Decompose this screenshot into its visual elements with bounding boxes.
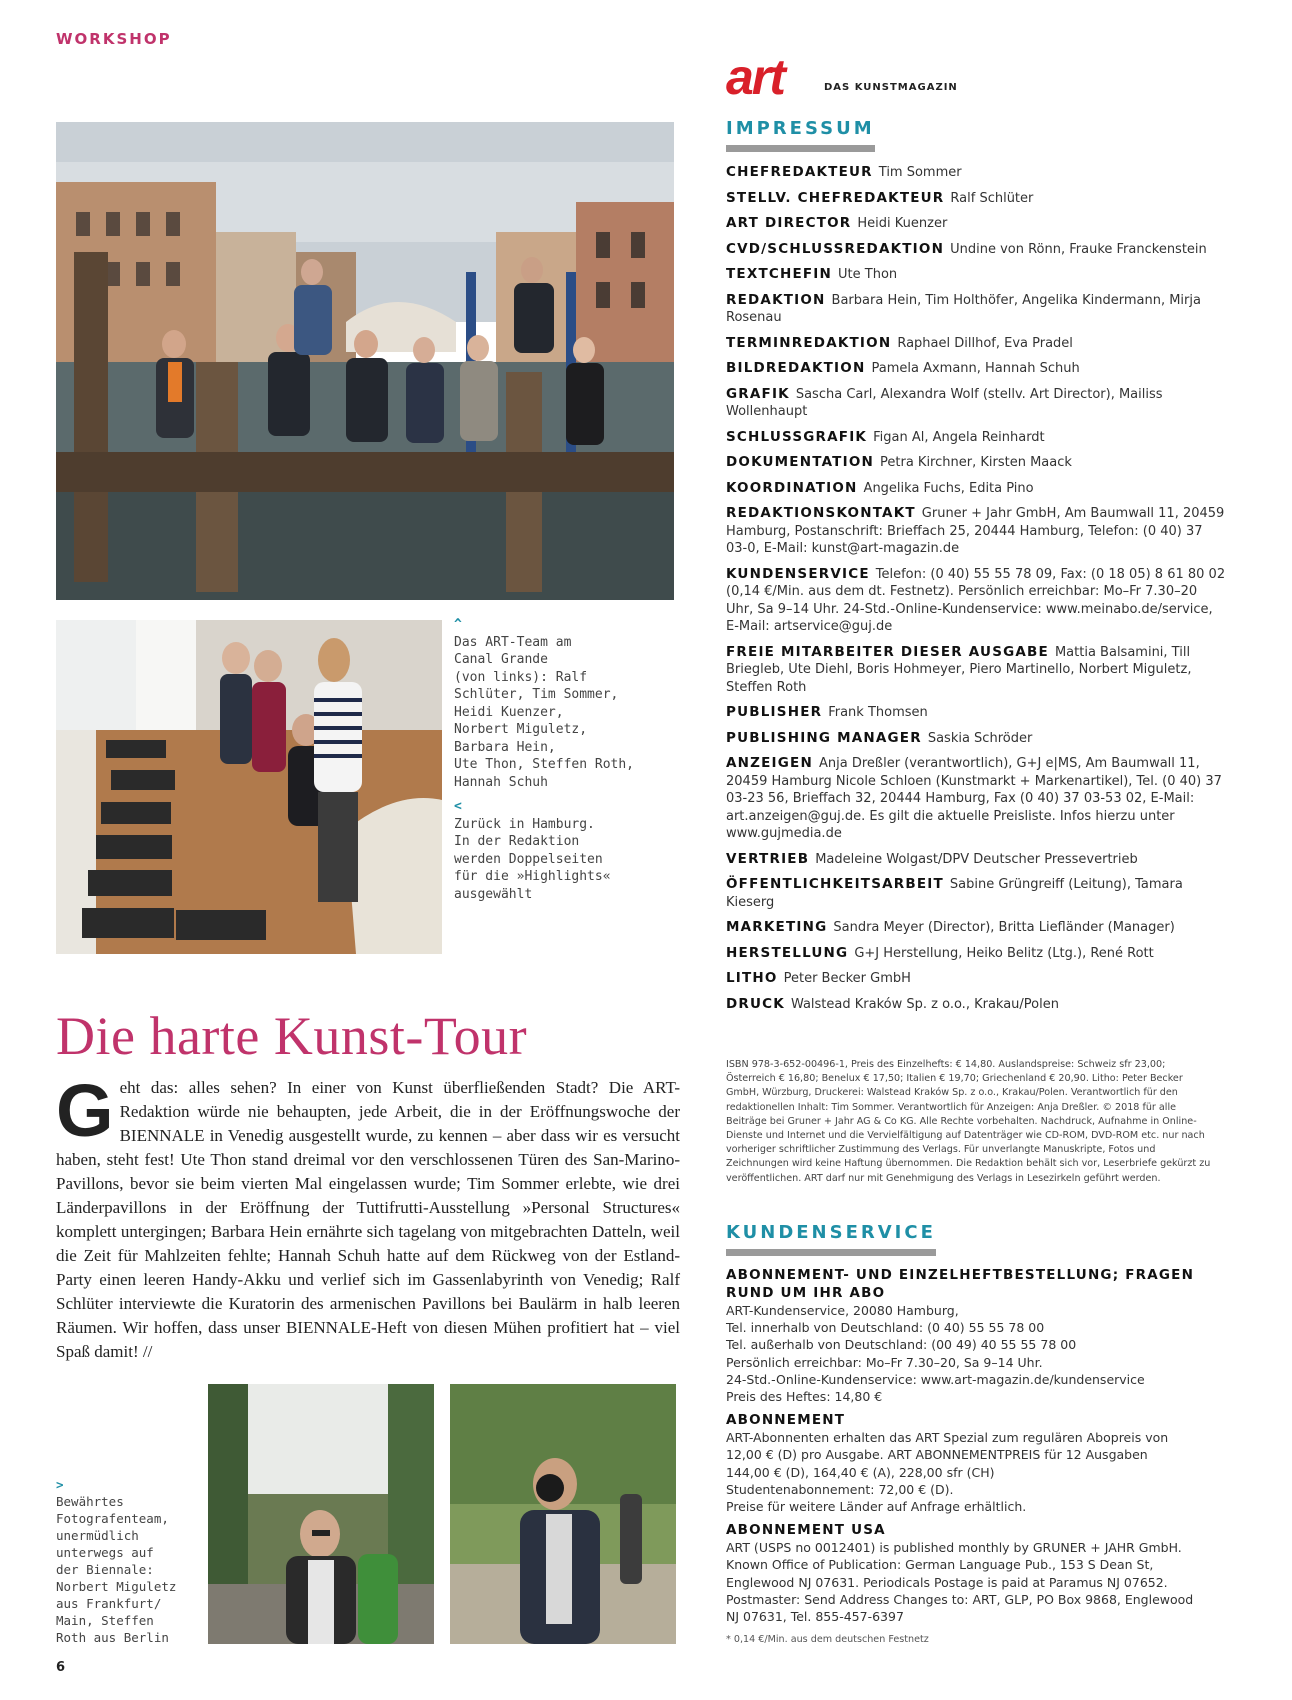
impressum-item <box>726 970 1226 988</box>
kundenservice-line: 144,00 € (D), 164,40 € (A), 228,00 sfr (CH) <box>726 1464 995 1480</box>
impressum-item <box>726 241 1226 259</box>
kundenservice-block <box>726 1521 1226 1625</box>
caption-line: Norbert Miguletz, <box>454 722 588 737</box>
kundenservice-line: Postmaster: Send Address Changes to: ART, GLP, PO Box 9868, Englewood <box>726 1591 1194 1607</box>
impressum-text: Peter Becker GmbH <box>783 971 911 986</box>
impressum-item <box>726 386 1226 421</box>
office-hamburg-photo <box>56 620 442 954</box>
impressum-role: SCHLUSSGRAFIK <box>726 428 868 445</box>
caption-line: Canal Grande <box>454 652 548 667</box>
kundenservice-line: Tel. innerhalb von Deutschland: (0 40) 55 55 78 00 <box>726 1320 1045 1336</box>
impressum-text: Walstead Kraków Sp. z o.o., Krakau/Polen <box>790 996 1059 1012</box>
impressum-item <box>726 755 1226 843</box>
logo-brand: art <box>726 49 784 105</box>
impressum-text: Pamela Axmann, Hannah Schuh <box>871 361 1080 376</box>
caption-line: der Biennale: <box>56 1562 154 1577</box>
kundenservice-block <box>726 1411 1226 1515</box>
impressum-item <box>726 945 1226 963</box>
impressum-item <box>726 505 1226 558</box>
impressum-item <box>726 164 1226 182</box>
impressum-text: Petra Kirchner, Kirsten Maack <box>880 455 1072 470</box>
impressum-item <box>726 215 1226 233</box>
kundenservice-line: ART-Kundenservice, 20080 Hamburg, <box>726 1303 959 1318</box>
page-number: 6 <box>56 1660 66 1675</box>
impressum-role: CHEFREDAKTEUR <box>726 164 873 180</box>
impressum-role: GRAFIK <box>726 385 790 402</box>
impressum-role: BILDREDAKTION <box>726 360 866 376</box>
impressum-text: Sabine Grüngreiff (Leitung), Tamara Kieserg <box>726 877 1183 910</box>
impressum-item <box>726 335 1226 353</box>
impressum-item <box>726 190 1226 208</box>
impressum-item <box>726 266 1226 284</box>
kundenservice-block-heading: ABONNEMENT- UND EINZELHEFTBESTELLUNG; FRAGEN RUND UM IHR ABO <box>726 1267 1195 1301</box>
caption-line: unermüdlich <box>56 1528 139 1543</box>
caption-team-text <box>454 634 664 792</box>
kundenservice-line: Preis des Heftes: 14,80 € <box>726 1389 883 1405</box>
caption-photographers <box>56 1476 196 1646</box>
kundenservice-line: Studentenabonnement: 72,00 € (D). <box>726 1481 954 1497</box>
impressum-text: Sascha Carl, Alexandra Wolf (stellv. Art Director), Mailiss Wollenhaupt <box>726 386 1163 419</box>
impressum-item <box>726 996 1226 1014</box>
impressum-role: CVD/SCHLUSSREDAKTION <box>726 240 945 257</box>
caption-line: Main, Steffen <box>56 1613 154 1628</box>
kundenservice-line: Tel. außerhalb von Deutschland: (00 49) 40 55 55 78 00 <box>726 1337 1077 1353</box>
caption-line: Ute Thon, Steffen Roth, <box>454 757 635 772</box>
impressum-role: KUNDENSERVICE <box>726 565 870 582</box>
caption-line: Bewährtes <box>56 1494 124 1509</box>
caption-arrow-up: ^ <box>454 617 462 632</box>
kundenservice-block <box>726 1266 1226 1405</box>
kundenservice-line: 12,00 € (D) pro Ausgabe. ART ABONNEMENTPREIS für 12 Ausgaben <box>726 1447 1148 1463</box>
caption-line: Heidi Kuenzer, <box>454 704 564 720</box>
caption-office-text <box>454 816 664 904</box>
impressum-list <box>726 164 1226 1021</box>
impressum-text: Heidi Kuenzer <box>857 216 948 231</box>
impressum-role: STELLV. CHEFREDAKTEUR <box>726 189 945 206</box>
impressum-role: DRUCK <box>726 995 785 1012</box>
impressum-item <box>726 480 1226 498</box>
article-body-text: eht das: alles sehen? In einer von Kunst überfließenden Stadt? Die ART-Redaktion würde nie behaupten, jede Arbeit, die in der Eröffnungswoche der BIENNALE in Venedig ausgestellt wurde, zu kennen – aber dass wir es versucht haben, steht fest! Ute Thon stand dreimal vor den verschlossenen Türen des San-Marino-Pavillons, bevor sie beim vierten Mal eingelassen wurde; Tim Sommer erlebte, wie drei Länderpavillons in der Eröffnung der Tuttifrutti-Ausstellung »Personal Structures« komplett untergingen; Barbara Hein ernährte sich tagelang von mitgebrachten Datteln, weil die Zeit für Mahlzeiten fehlte; Hannah Schuh hatte auf dem Rückweg von der Estland-Party einen leeren Handy-Akku und verlief sich im Gassenlabyrinth von Venedig; Ralf Schlüter interviewte die Kuratorin des armenischen Pavillons bei Baulärm in halb leeren Räumen. Wir hoffen, dass unser BIENNALE-Heft von diesen Mühen profitiert hat – viel Spaß damit! // <box>56 1078 680 1361</box>
impressum-text: Sandra Meyer (Director), Britta Liefländer (Manager) <box>833 920 1175 935</box>
impressum-text: Anja Dreßler (verantwortlich), G+J e|MS, Am Baumwall 11, 20459 Hamburg Nicole Schloen (Kunstmarkt + Markenartikel), Tel. (0 40) 37 03-23 56, Brieffach 32, 20444 Hamburg, Fax (0 40) 37 03-53 02, E-Mail: art.anzeigen@guj.de. Es gilt die aktuelle Preisliste. Infos hierzu unter www.gujmedia.de <box>726 756 1222 841</box>
caption-line: ausgewählt <box>454 886 533 902</box>
drop-cap: G <box>56 1069 114 1152</box>
article-body <box>56 1069 680 1364</box>
kundenservice-block-heading: ABONNEMENT USA <box>726 1522 886 1539</box>
impressum-role: ANZEIGEN <box>726 755 813 771</box>
impressum-text: Frank Thomsen <box>828 705 928 720</box>
impressum-role: LITHO <box>726 970 778 986</box>
impressum-text: Barbara Hein, Tim Holthöfer, Angelika Kindermann, Mirja Rosenau <box>726 292 1201 325</box>
kundenservice-line: ART-Abonnenten erhalten das ART Spezial zum regulären Abopreis von <box>726 1430 1169 1446</box>
caption-arrow-right: > <box>56 1477 64 1492</box>
impressum-text: Gruner + Jahr GmbH, Am Baumwall 11, 20459 Hamburg, Postanschrift: Brieffach 25, 20444 Hamburg, Telefon: (0 40) 37 03-0, E-Mail: kunst@art-magazin.de <box>726 506 1225 556</box>
kundenservice-block-heading: ABONNEMENT <box>726 1412 846 1429</box>
impressum-text: Mattia Balsamini, Till Briegleb, Ute Diehl, Boris Hohmeyer, Piero Martinello, Norbert Miguletz, Steffen Roth <box>726 644 1192 695</box>
caption-office <box>454 798 664 903</box>
impressum-role: TEXTCHEFIN <box>726 266 833 282</box>
caption-line: unterwegs auf <box>56 1545 154 1560</box>
impressum-role: MARKETING <box>726 919 828 935</box>
caption-line: Schlüter, Tim Sommer, <box>454 687 619 702</box>
section-tag: WORKSHOP <box>56 30 172 48</box>
kundenservice-line: ART (USPS no 0012401) is published monthly by GRUNER + JAHR GmbH. <box>726 1540 1182 1556</box>
kundenservice-line: Known Office of Publication: German Language Pub., 153 S Dean St, <box>726 1557 1154 1573</box>
impressum-text: Ute Thon <box>838 267 898 282</box>
caption-line: Barbara Hein, <box>454 739 556 755</box>
caption-line: Roth aus Berlin <box>56 1630 169 1645</box>
caption-line: werden Doppelseiten <box>454 851 603 867</box>
caption-arrow-left: < <box>454 799 462 814</box>
team-canal-grande-photo <box>56 122 674 600</box>
impressum-role: REDAKTIONSKONTAKT <box>726 505 916 521</box>
impressum-role: ART DIRECTOR <box>726 215 852 231</box>
impressum-role: HERSTELLUNG <box>726 944 849 961</box>
kundenservice-heading: KUNDENSERVICE <box>726 1222 936 1256</box>
impressum-role: VERTRIEB <box>726 850 810 867</box>
logo-subtitle: DAS KUNSTMAGAZIN <box>824 82 958 93</box>
caption-line: Das ART-Team am <box>454 634 572 650</box>
impressum-item <box>726 566 1226 636</box>
impressum-item <box>726 454 1226 472</box>
caption-line: In der Redaktion <box>454 834 580 849</box>
legal-small-print: ISBN 978-3-652-00496-1, Preis des Einzelhefts: € 14,80. Auslandspreise: Schweiz sfr 23,00; Österreich € 16,80; Benelux € 17,50; Italien € 19,70; Griechenland € 20,90. Litho: Peter Becker GmbH, Würzburg, Druckerei: Walstead Kraków Sp. z o.o., Krakau/Polen. Verantwortlich für den redaktionellen Inhalt: Tim Sommer. Verantwortlich für Anzeigen: Anja Dreßler. © 2018 für alle Beiträge bei Gruner + Jahr AG & Co KG. Alle Rechte vorbehalten. Nachdruck, Aufnahme in Online-Dienste und Internet und die Vervielfältigung auf Datenträger wie CD-ROM, DVD-ROM etc. nur nach vorheriger schriftlicher Zustimmung des Verlags. Für unverlangte Manuskripte, Fotos und Zeichnungen wird keine Haftung übernommen. Die Redaktion behält sich vor, Leserbriefe gekürzt zu veröffentlichen. ART darf nur mit Genehmigung des Verlags in Lesezirkeln geführt werden. <box>726 1059 1211 1184</box>
kundenservice-footnote: * 0,14 €/Min. aus dem deutschen Festnetz <box>726 1634 929 1646</box>
kundenservice-line: Englewood NJ 07631. Periodicals Postage is paid at Paramus NJ 07652. <box>726 1574 1168 1590</box>
caption-line: Hannah Schuh <box>454 774 548 790</box>
caption-line: Zurück in Hamburg. <box>454 816 595 832</box>
impressum-item <box>726 360 1226 378</box>
kundenservice-list <box>726 1266 1226 1648</box>
impressum-item <box>726 851 1226 869</box>
caption-line: Fotografenteam, <box>56 1511 169 1526</box>
caption-line: aus Frankfurt/ <box>56 1596 162 1611</box>
caption-team <box>454 616 664 791</box>
impressum-item <box>726 644 1226 697</box>
impressum-text: Tim Sommer <box>878 165 962 180</box>
impressum-item <box>726 730 1226 748</box>
impressum-role: REDAKTION <box>726 291 826 308</box>
impressum-item <box>726 876 1226 911</box>
photographer-miguletz-photo <box>208 1384 434 1644</box>
impressum-text: Saskia Schröder <box>927 730 1033 746</box>
impressum-text: Raphael Dillhof, Eva Pradel <box>897 335 1073 351</box>
impressum-heading: IMPRESSUM <box>726 118 875 152</box>
caption-line: (von links): Ralf <box>454 669 588 685</box>
impressum-item <box>726 919 1226 937</box>
impressum-role: ÖFFENTLICHKEITSARBEIT <box>726 876 944 892</box>
impressum-item <box>726 292 1226 327</box>
impressum-text: G+J Herstellung, Heiko Belitz (Ltg.), René Rott <box>854 945 1154 961</box>
kundenservice-line: 24-Std.-Online-Kundenservice: www.art-magazin.de/kundenservice <box>726 1371 1145 1387</box>
art-logo <box>726 49 958 105</box>
impressum-role: DOKUMENTATION <box>726 454 874 470</box>
impressum-item <box>726 704 1226 722</box>
impressum-role: PUBLISHER <box>726 704 823 720</box>
impressum-text: Telefon: (0 40) 55 55 78 09, Fax: (0 18 05) 8 61 80 02 (0,14 €/Min. aus dem dt. Festnetz). Persönlich erreichbar: Mo–Fr 7.30–20 Uhr, Sa 9–14 Uhr. 24-Std.-Online-Kundenservice: www.meinabo.de/service, E-Mail: artservice@guj.de <box>726 566 1226 634</box>
impressum-text: Madeleine Wolgast/DPV Deutscher Pressevertrieb <box>815 851 1138 867</box>
impressum-role: FREIE MITARBEITER DIESER AUSGABE <box>726 643 1049 660</box>
kundenservice-line: Persönlich erreichbar: Mo–Fr 7.30–20, Sa 9–14 Uhr. <box>726 1354 1043 1370</box>
photographer-roth-photo <box>450 1384 676 1644</box>
kundenservice-line: NJ 07631, Tel. 855-457-6397 <box>726 1609 904 1625</box>
impressum-role: TERMINREDAKTION <box>726 334 892 351</box>
article-headline: Die harte Kunst-Tour <box>56 1006 528 1066</box>
caption-line: Norbert Miguletz <box>56 1579 177 1594</box>
impressum-text: Angelika Fuchs, Edita Pino <box>863 480 1034 496</box>
kundenservice-line: Preise für weitere Länder auf Anfrage erhältlich. <box>726 1499 1027 1515</box>
impressum-text: Ralf Schlüter <box>950 190 1034 206</box>
impressum-role: KOORDINATION <box>726 479 858 496</box>
impressum-item <box>726 429 1226 447</box>
impressum-text: Undine von Rönn, Frauke Franckenstein <box>950 241 1207 257</box>
impressum-text: Figan Al, Angela Reinhardt <box>873 429 1045 445</box>
impressum-role: PUBLISHING MANAGER <box>726 729 922 746</box>
caption-line: für die »Highlights« <box>454 869 611 884</box>
